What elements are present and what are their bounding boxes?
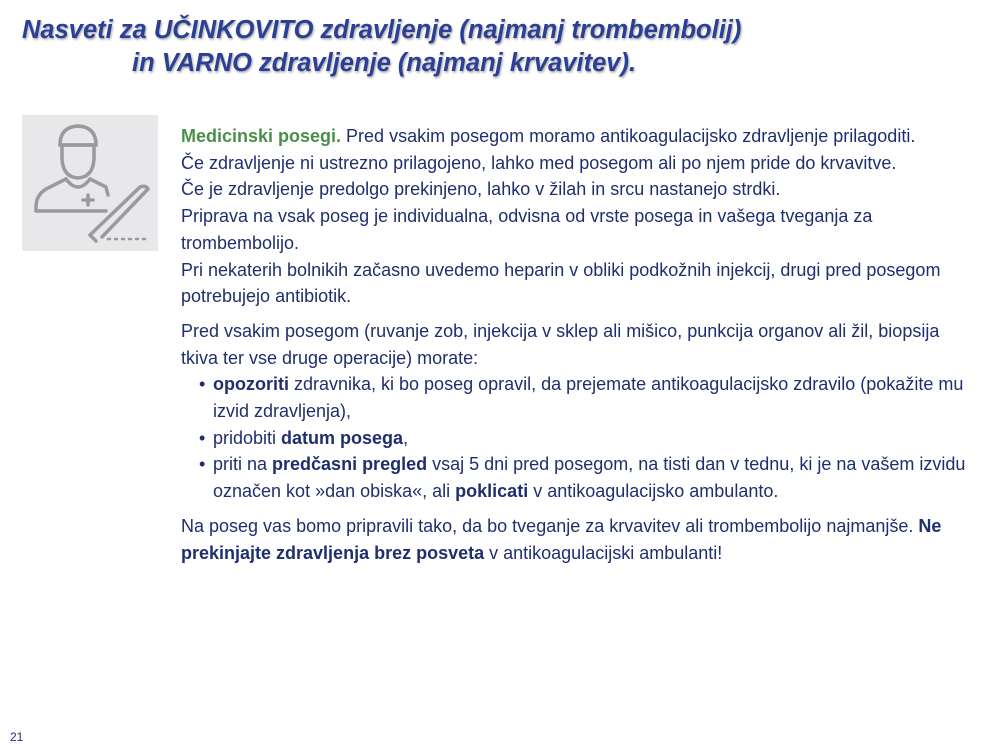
list-item: [181, 425, 981, 452]
closing-pre: Na poseg vas bomo pripravili tako, da bo tveganje za krvavitev ali trombembolijo najmanjše.: [181, 515, 919, 536]
main-content: [181, 123, 981, 566]
title-line-2: in VARNO zdravljenje (najmanj krvavitev).: [132, 49, 637, 77]
slide-title: [0, 14, 1000, 80]
procedures-intro: Pred vsakim posegom moramo antikoagulacijsko zdravljenje prilagoditi.: [341, 126, 916, 146]
bullet-3-bold-2: poklicati: [455, 481, 529, 502]
procedures-line-3: Če je zdravljenje predolgo prekinjeno, lahko v žilah in srcu nastanejo strdki.: [181, 179, 781, 200]
closing-post: v antikoagulacijski ambulanti!: [484, 542, 723, 563]
closing-bold: Ne prekinjajte zdravljenja brez posveta: [181, 515, 942, 563]
procedures-paragraph: [181, 123, 981, 150]
bullet-3-mid: vsaj 5 dni pred posegom, na tisti dan v tednu, ki je na vašem izvidu označen kot »dan obiska«, ali: [213, 454, 966, 502]
procedures-line-5: Pri nekaterih bolnikih začasno uvedemo heparin v obliki podkožnih injekcij, drugi pred posegom potrebujejo antibiotik.: [181, 259, 941, 307]
list-item: [181, 451, 981, 504]
title-line-1: Nasveti za UČINKOVITO zdravljenje (najmanj trombembolij): [22, 16, 742, 44]
bullet-2-pre: pridobiti: [213, 427, 282, 448]
bullet-1-text: zdravnika, ki bo poseg opravil, da prejemate antikoagulacijsko zdravilo (pokažite mu izvid zdravljenja),: [213, 374, 964, 422]
bullet-3-pre: priti na: [213, 454, 273, 475]
procedures-line-4: Priprava na vsak poseg je individualna, odvisna od vrste posega in vašega tveganja za trombembolijo.: [181, 206, 873, 253]
bullet-1-bold: opozoriti: [213, 374, 289, 395]
doctor-scalpel-icon: [22, 115, 158, 251]
before-procedure-intro: Pred vsakim posegom (ruvanje zob, injekcija v sklep ali mišico, punkcija organov ali žil, biopsija tkiva ter vse druge operacije) morate:: [181, 320, 940, 368]
bullet-3-bold-1: predčasni pregled: [272, 454, 428, 475]
list-item: [181, 371, 981, 424]
closing-paragraph: [181, 513, 981, 566]
bullet-2-post: ,: [403, 427, 409, 448]
bullet-3-post: v antikoagulacijsko ambulanto.: [528, 481, 779, 502]
page-number: 21: [10, 730, 24, 744]
procedures-line-2: Če zdravljenje ni ustrezno prilagojeno, lahko med posegom ali po njem pride do krvavitve.: [181, 152, 897, 173]
before-procedure-list: [181, 371, 981, 505]
section-heading: Medicinski posegi.: [181, 126, 342, 146]
bullet-2-bold: datum posega: [281, 427, 404, 448]
